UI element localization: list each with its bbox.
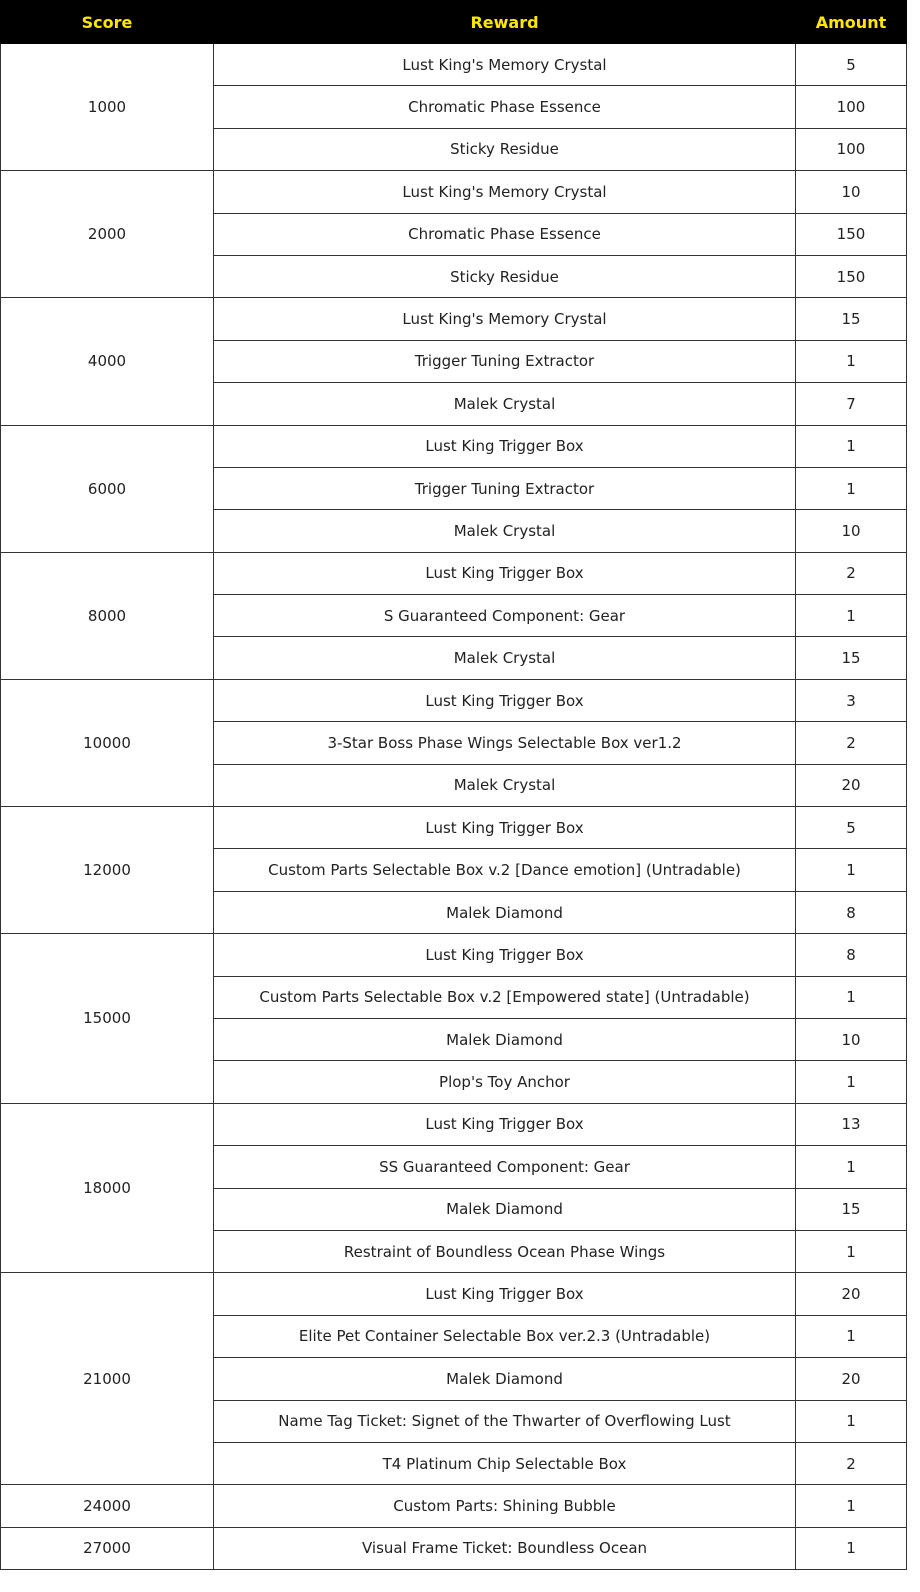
reward-cell: T4 Platinum Chip Selectable Box [214, 1442, 796, 1484]
reward-cell: S Guaranteed Component: Gear [214, 595, 796, 637]
amount-cell: 10 [796, 171, 907, 213]
score-cell: 27000 [1, 1527, 214, 1569]
amount-cell: 8 [796, 934, 907, 976]
score-cell: 12000 [1, 807, 214, 934]
reward-cell: Chromatic Phase Essence [214, 213, 796, 255]
reward-cell: Malek Crystal [214, 637, 796, 679]
amount-cell: 1 [796, 849, 907, 891]
score-cell: 21000 [1, 1273, 214, 1485]
table-body [1, 44, 907, 1570]
amount-cell: 1 [796, 1315, 907, 1357]
reward-cell: Malek Diamond [214, 891, 796, 933]
amount-cell: 1 [796, 1527, 907, 1569]
amount-cell: 100 [796, 86, 907, 128]
reward-cell: Trigger Tuning Extractor [214, 467, 796, 509]
amount-cell: 1 [796, 1485, 907, 1527]
reward-cell: Malek Crystal [214, 383, 796, 425]
score-cell: 8000 [1, 552, 214, 679]
score-cell: 6000 [1, 425, 214, 552]
amount-cell: 20 [796, 1358, 907, 1400]
amount-cell: 150 [796, 213, 907, 255]
score-cell: 15000 [1, 934, 214, 1104]
amount-cell: 150 [796, 255, 907, 297]
amount-cell: 1 [796, 976, 907, 1018]
amount-cell: 20 [796, 1273, 907, 1315]
amount-cell: 5 [796, 44, 907, 86]
reward-cell: Custom Parts Selectable Box v.2 [Empowered state] (Untradable) [214, 976, 796, 1018]
reward-cell: Malek Crystal [214, 510, 796, 552]
amount-cell: 1 [796, 340, 907, 382]
reward-cell: Visual Frame Ticket: Boundless Ocean [214, 1527, 796, 1569]
reward-cell: Restraint of Boundless Ocean Phase Wings [214, 1230, 796, 1272]
reward-cell: Lust King Trigger Box [214, 807, 796, 849]
amount-cell: 10 [796, 1018, 907, 1060]
table-row [1, 1273, 907, 1315]
reward-cell: Sticky Residue [214, 128, 796, 170]
reward-cell: Trigger Tuning Extractor [214, 340, 796, 382]
reward-cell: Custom Parts: Shining Bubble [214, 1485, 796, 1527]
amount-cell: 2 [796, 552, 907, 594]
score-cell: 1000 [1, 44, 214, 171]
reward-cell: Lust King Trigger Box [214, 552, 796, 594]
table-row [1, 1527, 907, 1569]
reward-cell: Sticky Residue [214, 255, 796, 297]
reward-cell: Chromatic Phase Essence [214, 86, 796, 128]
amount-cell: 1 [796, 1146, 907, 1188]
score-cell: 2000 [1, 171, 214, 298]
table-row [1, 1103, 907, 1145]
reward-cell: Lust King Trigger Box [214, 1273, 796, 1315]
table-row [1, 425, 907, 467]
amount-cell: 100 [796, 128, 907, 170]
score-column-header: Score [1, 1, 214, 44]
reward-cell: Malek Diamond [214, 1358, 796, 1400]
table-row [1, 298, 907, 340]
table-row [1, 1485, 907, 1527]
amount-cell: 1 [796, 1061, 907, 1103]
reward-cell: 3-Star Boss Phase Wings Selectable Box ver1.2 [214, 722, 796, 764]
amount-cell: 15 [796, 1188, 907, 1230]
table-row [1, 679, 907, 721]
reward-cell: Lust King's Memory Crystal [214, 44, 796, 86]
amount-cell: 1 [796, 1230, 907, 1272]
reward-cell: Custom Parts Selectable Box v.2 [Dance emotion] (Untradable) [214, 849, 796, 891]
reward-cell: SS Guaranteed Component: Gear [214, 1146, 796, 1188]
amount-cell: 1 [796, 425, 907, 467]
table-row [1, 552, 907, 594]
reward-cell: Malek Crystal [214, 764, 796, 806]
amount-cell: 20 [796, 764, 907, 806]
table-row [1, 807, 907, 849]
reward-cell: Elite Pet Container Selectable Box ver.2.3 (Untradable) [214, 1315, 796, 1357]
reward-cell: Lust King's Memory Crystal [214, 171, 796, 213]
amount-cell: 5 [796, 807, 907, 849]
reward-cell: Malek Diamond [214, 1018, 796, 1060]
table-row [1, 171, 907, 213]
header-row [1, 1, 907, 44]
score-cell: 18000 [1, 1103, 214, 1273]
amount-cell: 1 [796, 1400, 907, 1442]
amount-cell: 1 [796, 467, 907, 509]
amount-cell: 8 [796, 891, 907, 933]
reward-cell: Malek Diamond [214, 1188, 796, 1230]
table-row [1, 934, 907, 976]
reward-cell: Lust King Trigger Box [214, 425, 796, 467]
table-row [1, 44, 907, 86]
reward-column-header: Reward [214, 1, 796, 44]
amount-column-header: Amount [796, 1, 907, 44]
reward-cell: Lust King Trigger Box [214, 1103, 796, 1145]
reward-cell: Lust King Trigger Box [214, 679, 796, 721]
amount-cell: 2 [796, 722, 907, 764]
amount-cell: 2 [796, 1442, 907, 1484]
amount-cell: 3 [796, 679, 907, 721]
reward-cell: Plop's Toy Anchor [214, 1061, 796, 1103]
amount-cell: 7 [796, 383, 907, 425]
amount-cell: 15 [796, 298, 907, 340]
score-cell: 24000 [1, 1485, 214, 1527]
reward-cell: Lust King's Memory Crystal [214, 298, 796, 340]
score-cell: 4000 [1, 298, 214, 425]
amount-cell: 13 [796, 1103, 907, 1145]
amount-cell: 15 [796, 637, 907, 679]
amount-cell: 1 [796, 595, 907, 637]
reward-cell: Lust King Trigger Box [214, 934, 796, 976]
reward-cell: Name Tag Ticket: Signet of the Thwarter of Overflowing Lust [214, 1400, 796, 1442]
amount-cell: 10 [796, 510, 907, 552]
score-cell: 10000 [1, 679, 214, 806]
table-header [1, 1, 907, 44]
